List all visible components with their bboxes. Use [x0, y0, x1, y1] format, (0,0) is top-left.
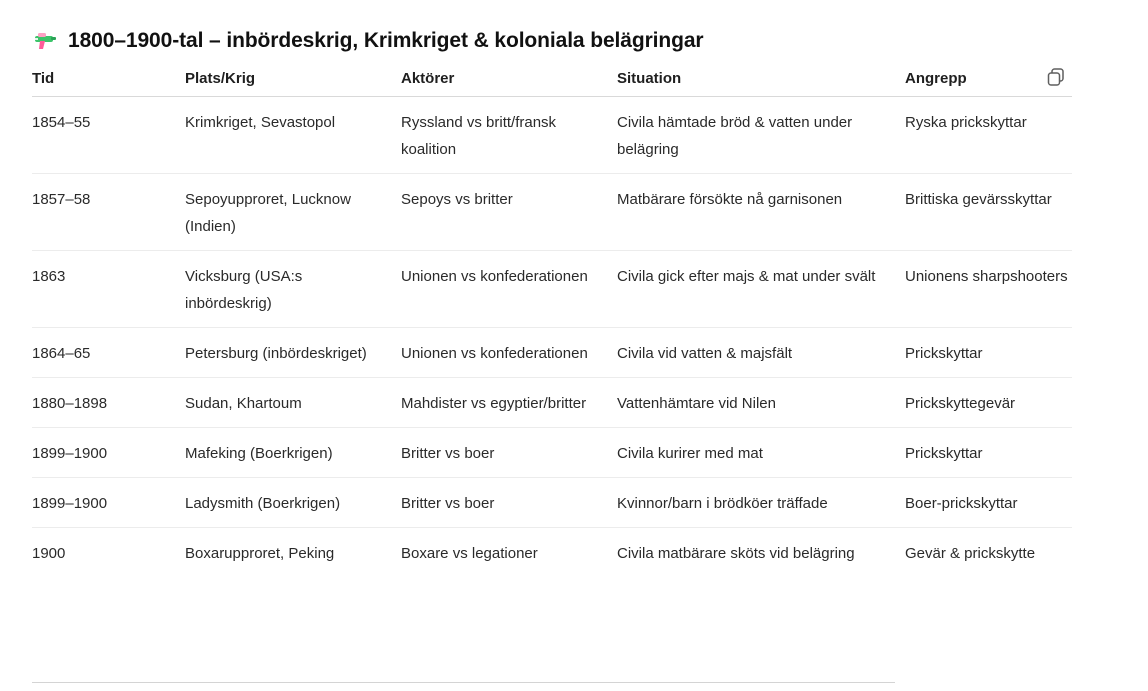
cell-aktorer: Unionen vs konfederationen [401, 328, 617, 378]
table-row [32, 174, 1072, 251]
cell-plats: Sepoyupproret, Lucknow (Indien) [185, 174, 401, 251]
bottom-divider [32, 682, 895, 683]
cell-situation: Civila kurirer med mat [617, 428, 905, 478]
cell-tid: 1854–55 [32, 97, 185, 174]
conflict-table [32, 60, 1072, 577]
cell-angrepp: Prickskyttar [905, 328, 1072, 378]
cell-tid: 1864–65 [32, 328, 185, 378]
cell-angrepp: Brittiska gevärsskyttar [905, 174, 1072, 251]
section-title: 1800–1900-tal – inbördeskrig, Krimkriget & koloniala belägringar [68, 29, 704, 52]
table-row [32, 251, 1072, 328]
table-row [32, 528, 1072, 578]
cell-tid: 1880–1898 [32, 378, 185, 428]
header-plats-krig: Plats/Krig [185, 60, 401, 97]
cell-tid: 1900 [32, 545, 66, 562]
table-row [32, 478, 1072, 528]
header-aktorer: Aktörer [401, 60, 617, 97]
cell-aktorer: Britter vs boer [401, 428, 617, 478]
cell-aktorer: Ryssland vs britt/fransk koalition [401, 97, 617, 174]
cell-situation: Civila vid vatten & majsfält [617, 328, 905, 378]
cell-aktorer: Unionen vs konfederationen [401, 251, 617, 328]
cell-situation: Kvinnor/barn i brödköer träffade [617, 478, 905, 528]
table-container [32, 60, 1072, 577]
cell-situation: Civila hämtade bröd & vatten under belägring [617, 97, 905, 174]
cell-aktorer: Sepoys vs britter [401, 174, 617, 251]
cell-plats: Vicksburg (USA:s inbördeskrig) [185, 251, 401, 328]
cell-plats: Mafeking (Boerkrigen) [185, 428, 401, 478]
table-row [32, 97, 1072, 174]
cell-plats: Boxarupproret, Peking [185, 545, 335, 562]
cell-angrepp: Prickskyttegevär [905, 378, 1072, 428]
header-situation: Situation [617, 60, 905, 97]
cell-angrepp: Gevär & prickskytte [905, 545, 1036, 562]
cell-plats: Ladysmith (Boerkrigen) [185, 478, 401, 528]
table-header-row [32, 60, 1072, 97]
cell-plats: Sudan, Khartoum [185, 378, 401, 428]
cell-angrepp: Ryska prickskyttar [905, 97, 1072, 174]
section-heading [32, 26, 704, 56]
cell-tid: 1863 [32, 251, 185, 328]
header-tid: Tid [32, 60, 185, 97]
cell-tid: 1857–58 [32, 174, 185, 251]
header-angrepp: Angrepp [905, 60, 1072, 97]
water-gun-icon [32, 30, 58, 52]
cell-plats: Petersburg (inbördeskriget) [185, 328, 401, 378]
cell-angrepp: Unionens sharpshooters [905, 251, 1072, 328]
cell-angrepp: Prickskyttar [905, 428, 1072, 478]
cell-situation: Matbärare försökte nå garnisonen [617, 174, 905, 251]
cell-aktorer: Boxare vs legationer [401, 545, 538, 562]
cell-plats: Krimkriget, Sevastopol [185, 97, 401, 174]
cell-tid: 1899–1900 [32, 428, 185, 478]
cell-tid: 1899–1900 [32, 478, 185, 528]
cell-situation: Civila matbärare sköts vid belägring [617, 545, 855, 562]
cell-aktorer: Britter vs boer [401, 478, 617, 528]
table-row [32, 378, 1072, 428]
cell-situation: Civila gick efter majs & mat under svält [617, 251, 905, 328]
table-row [32, 328, 1072, 378]
cell-situation: Vattenhämtare vid Nilen [617, 378, 905, 428]
cell-angrepp: Boer-prickskyttar [905, 478, 1072, 528]
cell-aktorer: Mahdister vs egyptier/britter [401, 378, 617, 428]
table-row [32, 428, 1072, 478]
